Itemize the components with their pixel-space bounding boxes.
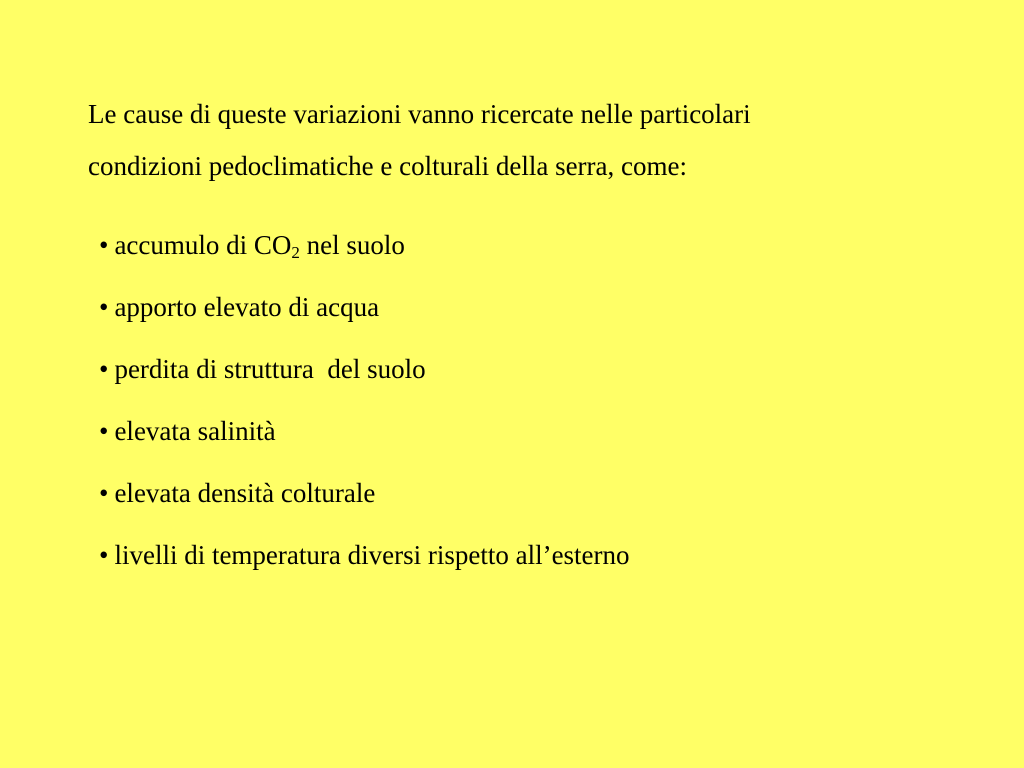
bullet-item-density [99, 478, 630, 540]
bullet-icon: • [99, 292, 109, 322]
bullet-text: livelli di temperatura diversi rispetto all’esterno [114, 540, 630, 570]
bullet-item-co2 [99, 230, 630, 292]
intro-line-1: Le cause di queste variazioni vanno ricercate nelle particolari [88, 99, 751, 129]
intro-paragraph [88, 88, 988, 192]
bullet-icon: • [99, 416, 109, 446]
intro-line-2: condizioni pedoclimatiche e colturali della serra, come: [88, 151, 687, 181]
bullet-icon: • [99, 540, 109, 570]
bullet-text-suffix: nel suolo [299, 230, 405, 260]
bullet-text: elevata densità colturale [114, 478, 376, 508]
bullet-item-structure [99, 354, 630, 416]
bullet-list [99, 230, 630, 602]
bullet-text: perdita di struttura del suolo [114, 354, 426, 384]
bullet-icon: • [99, 230, 109, 260]
bullet-text: elevata salinità [114, 416, 276, 446]
bullet-item-water [99, 292, 630, 354]
bullet-text-prefix: accumulo di CO [114, 230, 292, 260]
bullet-item-temperature [99, 540, 630, 602]
bullet-text: apporto elevato di acqua [114, 292, 380, 322]
bullet-item-salinity [99, 416, 630, 478]
bullet-icon: • [99, 354, 109, 384]
bullet-icon: • [99, 478, 109, 508]
co2-subscript: 2 [291, 243, 300, 262]
